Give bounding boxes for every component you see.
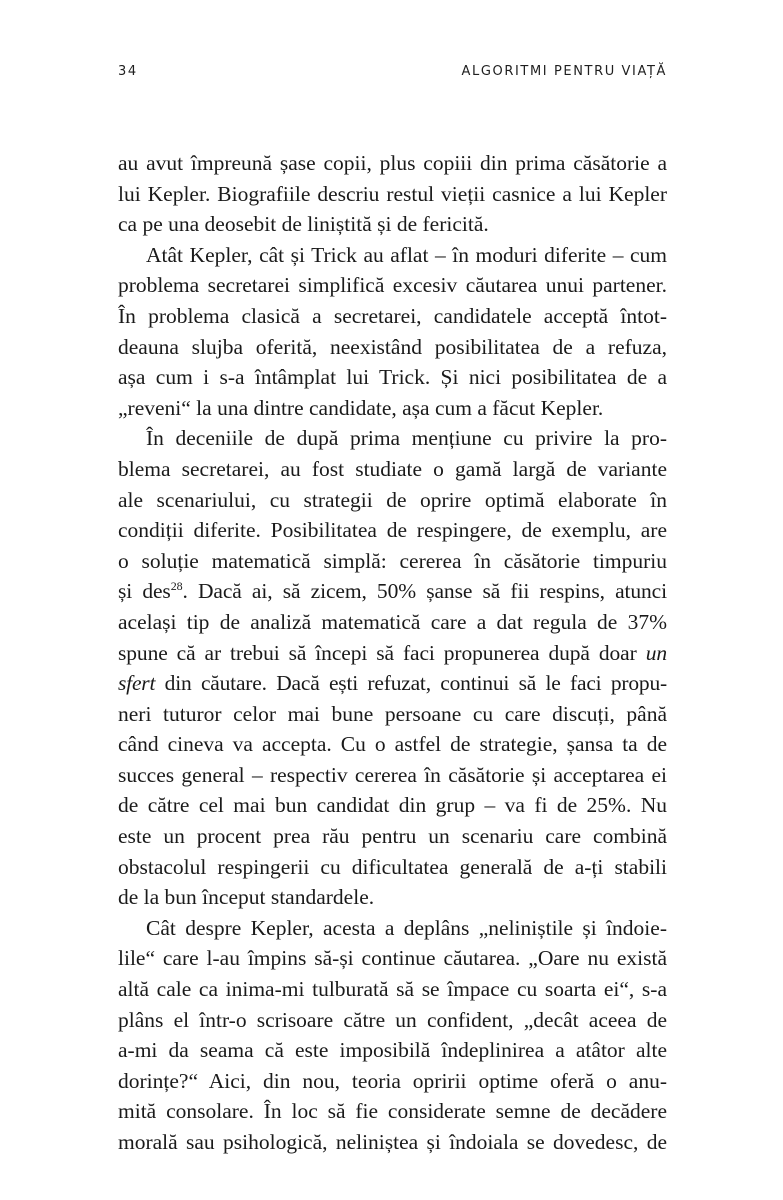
text-line: plâns el într-o scrisoare către un confident, „decât aceea de	[118, 1007, 667, 1032]
text-line	[118, 668, 667, 699]
text-line: a-mi da seama că este imposibilă îndeplinirea a atâtor alte	[118, 1038, 667, 1063]
italic-text: un	[645, 640, 667, 665]
text-line: mită consolare. În loc să fie considerate semne de decădere	[118, 1099, 667, 1124]
text-line: problema secretarei simplifică excesiv căutarea unui partener.	[118, 273, 667, 298]
text-line: În problema clasică a secretarei, candidatele acceptă întot-	[118, 303, 667, 328]
text-line: este un procent prea rău pentru un scenariu care combină	[118, 824, 667, 849]
text-line: În deceniile de după prima mențiune cu privire la pro-	[146, 426, 667, 451]
text-line: de către cel mai bun candidat din grup – va fi de 25%. Nu	[118, 793, 667, 818]
text-line: altă cale ca inima-mi tulburată să se împace cu soarta ei“, s-a	[118, 977, 667, 1002]
text-line: morală sau psihologică, neliniștea și îndoiala se dovedesc, de	[118, 1130, 667, 1154]
text-segment: spune că ar trebui să începi să faci propunerea după doar	[118, 640, 637, 665]
text-line: de la bun început standardele.	[118, 885, 375, 910]
text-segment: din căutare. Dacă ești refuzat, continui să le faci propu-	[164, 671, 667, 696]
text-line: deauna slujba oferită, neexistând posibilitatea de a refuza,	[118, 334, 667, 359]
running-title: ALGORITMI PENTRU VIAȚĂ	[461, 64, 667, 79]
text-line: obstacolul respingerii cu dificultatea generală de a-ți stabili	[118, 854, 667, 879]
text-line: „reveni“ la una dintre candidate, așa cum a făcut Kepler.	[118, 395, 604, 420]
text-segment: și des	[118, 579, 171, 604]
text-line: lui Kepler. Biografiile descriu restul vieții casnice a lui Kepler	[118, 181, 667, 206]
body-text	[118, 148, 667, 1158]
text-line: ca pe una deosebit de liniștită și de fericită.	[118, 212, 489, 237]
text-line: blema secretarei, au fost studiate o gamă largă de variante	[118, 456, 667, 481]
text-line: lile“ care l-au împins să-și continue căutarea. „Oare nu există	[118, 946, 667, 971]
italic-text: sfert	[118, 671, 156, 696]
text-line: ale scenariului, cu strategii de oprire optimă elaborate în	[118, 487, 667, 512]
text-line: același tip de analiză matematică care a dat regula de 37%	[118, 609, 667, 634]
footnote-ref: 28	[170, 579, 183, 594]
text-line	[118, 638, 667, 669]
text-line: neri tuturor celor mai bune persoane cu care discuți, până	[118, 701, 667, 726]
text-line: succes general – respectiv cererea în căsătorie și acceptarea ei	[118, 762, 667, 787]
text-line: așa cum i s-a întâmplat lui Trick. Și nici posibilitatea de a	[118, 365, 667, 390]
page-number: 34	[118, 64, 138, 79]
text-line: condiții diferite. Posibilitatea de respingere, de exemplu, are	[118, 518, 667, 543]
text-line: când cineva va accepta. Cu o astfel de strategie, șansa ta de	[118, 732, 667, 757]
text-line: Cât despre Kepler, acesta a deplâns „neliniștile și îndoie-	[146, 915, 667, 940]
text-segment: . Dacă ai, să zicem, 50% șanse să fii respins, atunci	[182, 579, 667, 604]
text-line: au avut împreună șase copii, plus copiii din prima căsătorie a	[118, 151, 667, 175]
text-line: Atât Kepler, cât și Trick au aflat – în moduri diferite – cum	[146, 242, 667, 267]
text-line: dorințe?“ Aici, din nou, teoria opririi optime oferă o anu-	[118, 1068, 667, 1093]
running-header	[118, 64, 667, 84]
text-line	[118, 576, 667, 607]
text-line: o soluție matematică simplă: cererea în căsătorie timpuriu	[118, 548, 667, 573]
